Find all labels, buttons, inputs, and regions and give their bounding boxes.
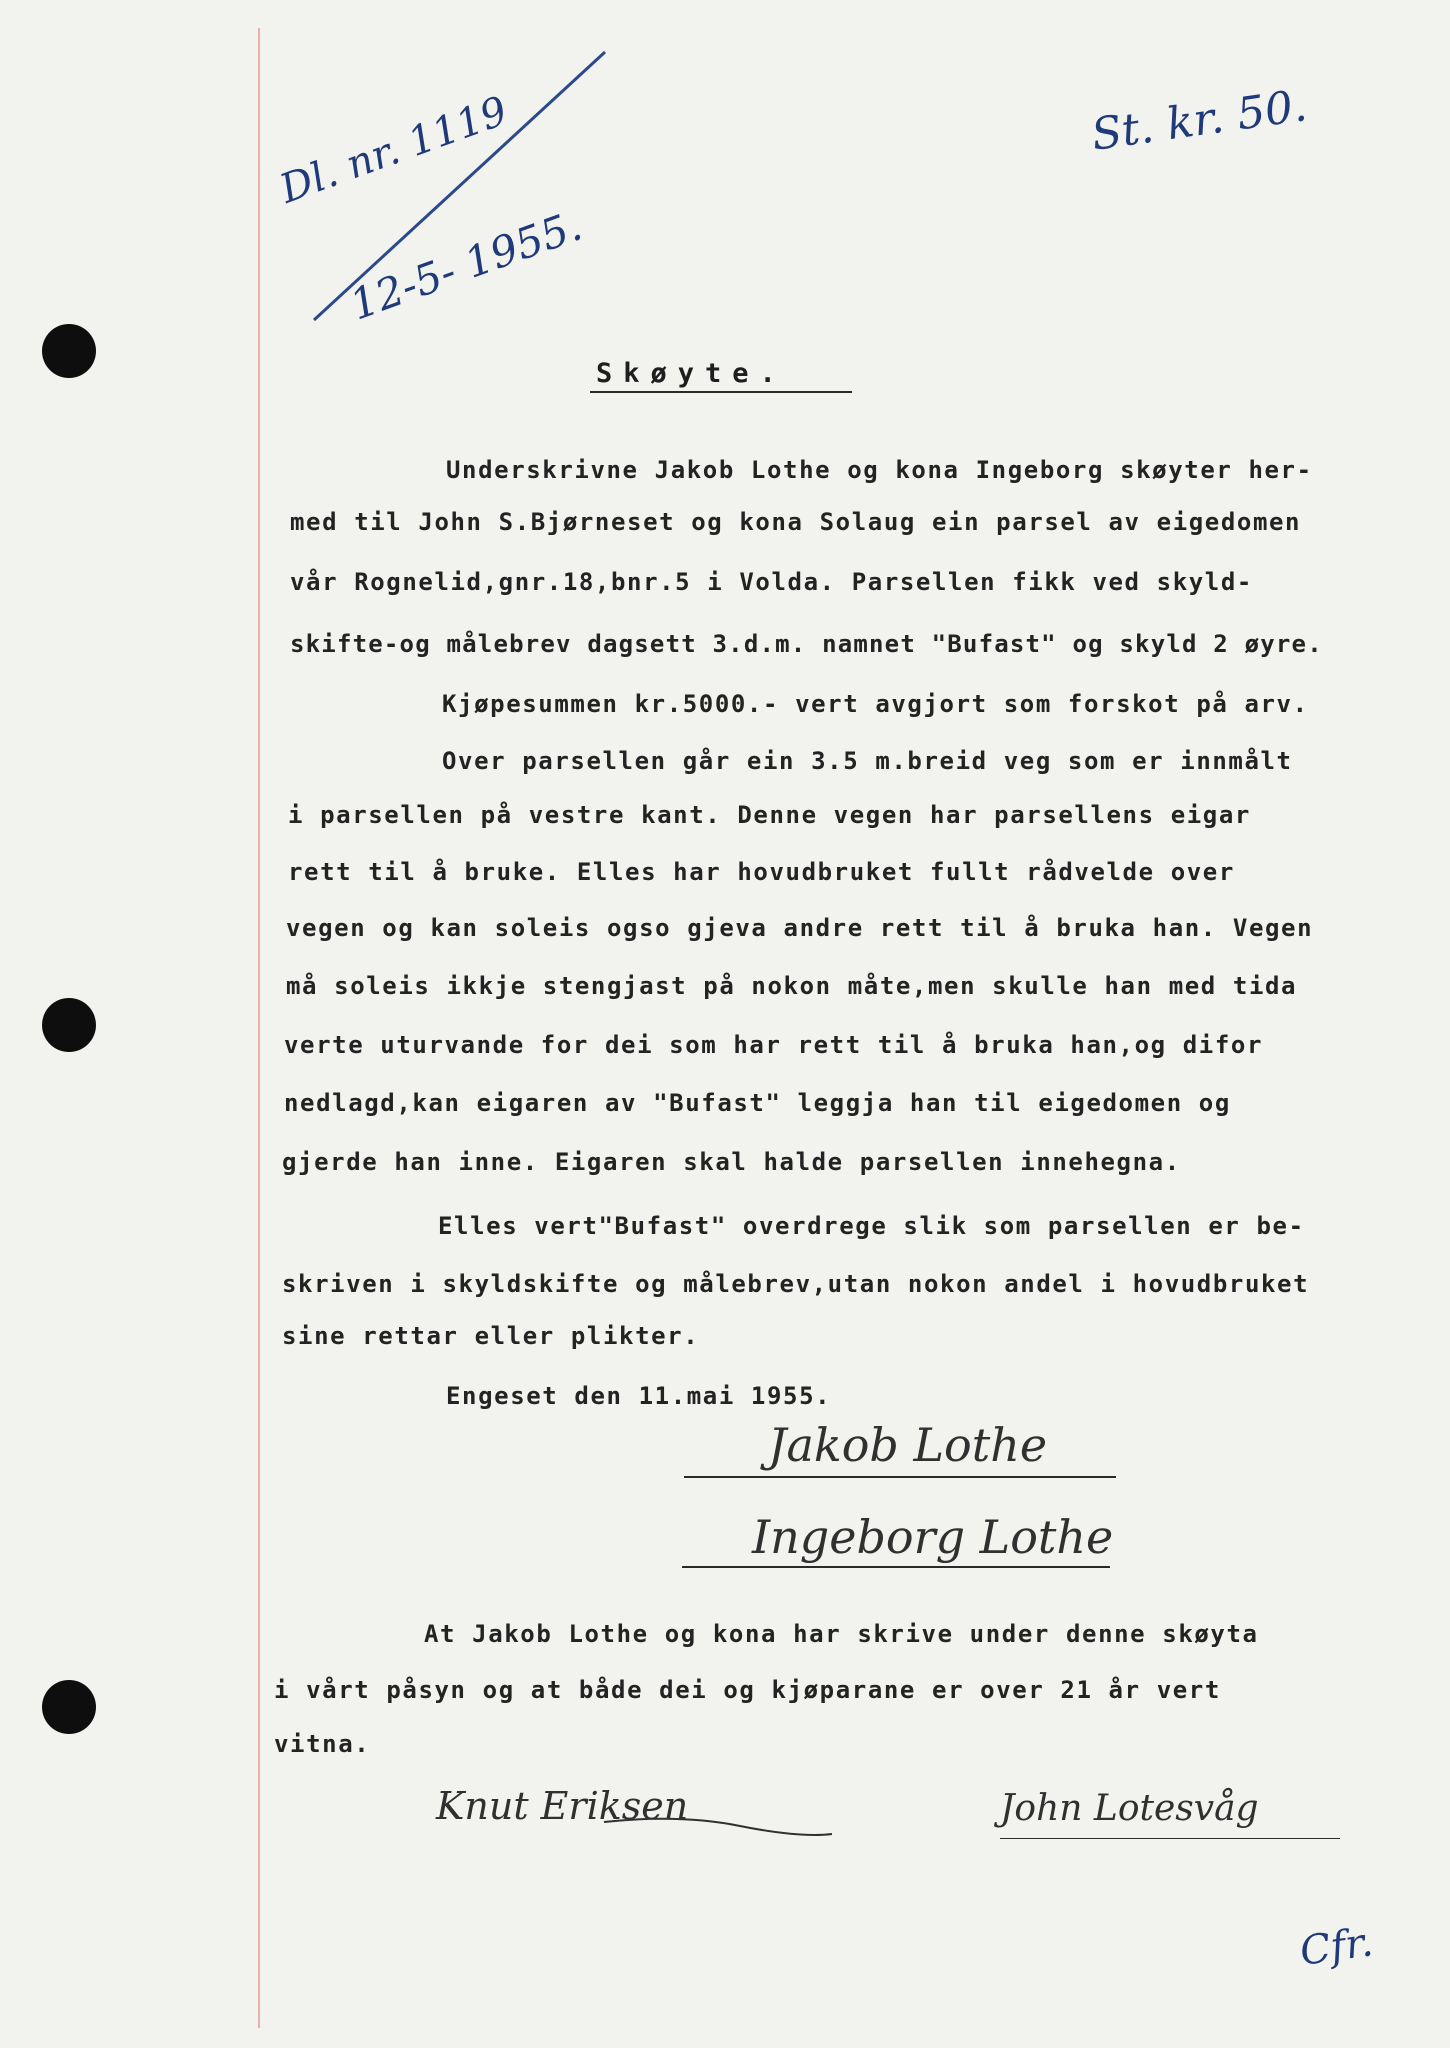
body-line: i parsellen på vestre kant. Denne vegen har parsellens eigar (288, 801, 1251, 829)
body-line: nedlagd,kan eigaren av "Bufast" leggja han til eigedomen og (284, 1089, 1231, 1117)
body-line: verte uturvande for dei som har rett til å bruka han,og difor (284, 1031, 1264, 1059)
witness-signature-line-2 (1000, 1838, 1340, 1839)
body-line: vegen og kan soleis ogso gjeva andre rett til å bruka han. Vegen (286, 914, 1314, 942)
signature-line-1 (684, 1476, 1116, 1478)
body-line: med til John S.Bjørneset og kona Solaug ein parsel av eigedomen (290, 508, 1302, 536)
document-title: Skøyte. (596, 358, 787, 389)
body-line: Elles vert"Bufast" overdrege slik som parsellen er be- (438, 1212, 1305, 1240)
title-underline (590, 391, 852, 393)
witness-1-flourish (600, 1808, 840, 1848)
seller-signature-1: Jakob Lothe (768, 1418, 1048, 1472)
annotation-stroke (300, 40, 620, 330)
body-line: må soleis ikkje stengjast på nokon måte,men skulle han med tida (286, 972, 1298, 1000)
body-line: sine rettar eller plikter. (282, 1322, 700, 1350)
body-line: Over parsellen går ein 3.5 m.breid veg som er innmålt (442, 747, 1293, 775)
witness-signature-2: John Lotesvåg (1000, 1788, 1259, 1829)
witness-line: vitna. (274, 1730, 371, 1758)
punch-hole-bottom (42, 1680, 96, 1734)
signature-line-2 (682, 1566, 1110, 1568)
seller-signature-2: Ingeborg Lothe (752, 1510, 1114, 1564)
body-line: Kjøpesummen kr.5000.- vert avgjort som forskot på arv. (442, 690, 1309, 718)
witness-line: i vårt påsyn og at både dei og kjøparane er over 21 år vert (274, 1676, 1221, 1704)
witness-signature-1: Knut Eriksen (436, 1784, 689, 1828)
witness-line: At Jakob Lothe og kona har skrive under denne skøyta (424, 1620, 1259, 1648)
body-line: vår Rognelid,gnr.18,bnr.5 i Volda. Parsellen fikk ved skyld- (290, 568, 1253, 596)
case-date-annotation: 12-5- 1955. (343, 200, 588, 330)
fee-annotation: St. kr. 50. (1088, 80, 1311, 161)
bottom-mark: Cfr. (1297, 1919, 1376, 1975)
punch-hole-middle (42, 998, 96, 1052)
body-line: skriven i skyldskifte og målebrev,utan nokon andel i hovudbruket (282, 1270, 1310, 1298)
case-number-annotation: Dl. nr. 1119 (274, 87, 514, 213)
body-line: rett til å bruke. Elles har hovudbruket fullt rådvelde over (288, 858, 1235, 886)
place-date: Engeset den 11.mai 1955. (446, 1382, 832, 1410)
body-line: skifte-og målebrev dagsett 3.d.m. namnet "Bufast" og skyld 2 øyre. (290, 630, 1323, 658)
body-line: gjerde han inne. Eigaren skal halde parsellen innehegna. (282, 1148, 1181, 1176)
punch-hole-top (42, 324, 96, 378)
body-line: Underskrivne Jakob Lothe og kona Ingeborg skøyter her- (446, 456, 1313, 484)
margin-rule (258, 28, 260, 2028)
